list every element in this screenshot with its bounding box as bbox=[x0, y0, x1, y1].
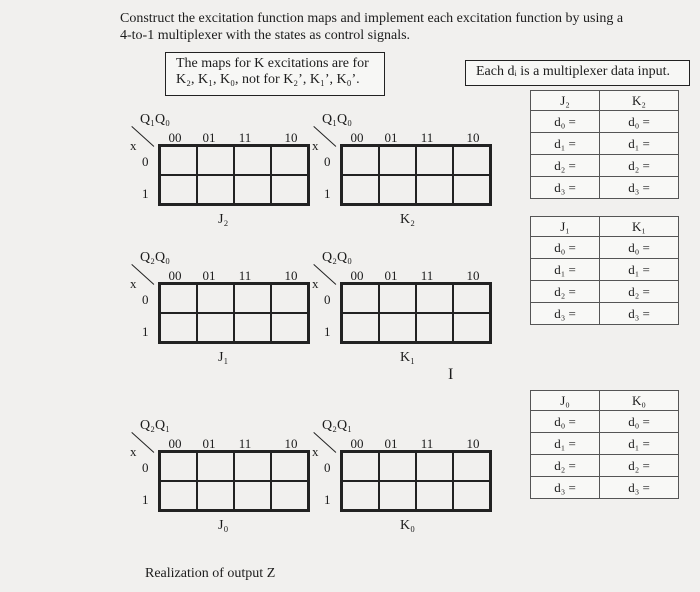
kmap-cell[interactable] bbox=[160, 452, 197, 481]
question-line-2: 4-to-1 multiplexer with the states as control signals. bbox=[120, 28, 411, 43]
mux-input-left[interactable]: d₃ = bbox=[531, 177, 600, 199]
mux-input-right[interactable]: d₁ = bbox=[600, 133, 679, 155]
mux-table-1 bbox=[530, 90, 679, 199]
kmap-col-header: 10 bbox=[466, 268, 480, 283]
kmap-cell[interactable] bbox=[271, 284, 308, 313]
kmap-cell[interactable] bbox=[197, 284, 234, 313]
kmap-cell[interactable] bbox=[234, 481, 271, 510]
kmap-x-label: x bbox=[312, 276, 319, 291]
kmap-col-header: 10 bbox=[284, 268, 298, 283]
kmap-col-header: 11 bbox=[420, 268, 434, 283]
kmap-cell[interactable] bbox=[416, 146, 453, 175]
mux-right-header: K₀ bbox=[600, 391, 679, 411]
mux-table-3 bbox=[530, 390, 679, 499]
kmap-cell[interactable] bbox=[416, 175, 453, 204]
mux-left-header: J₁ bbox=[531, 217, 600, 237]
kmap-row-header: 1 bbox=[324, 186, 331, 201]
kmap-col-header: 11 bbox=[238, 130, 252, 145]
kmap-cell[interactable] bbox=[379, 481, 416, 510]
footer-realization: Realization of output Z bbox=[145, 566, 276, 581]
kmap-cell[interactable] bbox=[379, 175, 416, 204]
mux-table-2 bbox=[530, 216, 679, 325]
kmap-cell[interactable] bbox=[197, 481, 234, 510]
mux-input-left[interactable]: d₀ = bbox=[531, 237, 600, 259]
kmap-row-header: 0 bbox=[324, 154, 331, 169]
kmap-x-label: x bbox=[130, 276, 137, 291]
kmap-cell[interactable] bbox=[234, 175, 271, 204]
mux-input-right[interactable]: d₀ = bbox=[600, 411, 679, 433]
kmap-caption: J₂ bbox=[218, 212, 229, 227]
kmap-cell[interactable] bbox=[271, 313, 308, 342]
kmap-row-header: 1 bbox=[142, 492, 149, 507]
kmap-cell[interactable] bbox=[234, 284, 271, 313]
kmap-cell[interactable] bbox=[453, 481, 490, 510]
kmap-cell[interactable] bbox=[342, 175, 379, 204]
kmap-cell[interactable] bbox=[416, 313, 453, 342]
text-cursor-icon: I bbox=[448, 366, 454, 383]
mux-input-right[interactable]: d₁ = bbox=[600, 433, 679, 455]
kmap-vars-label: Q₁Q₀ bbox=[140, 112, 170, 127]
mux-left-header: J₂ bbox=[531, 91, 600, 111]
mux-input-left[interactable]: d₂ = bbox=[531, 281, 600, 303]
kmap-col-header: 01 bbox=[202, 130, 216, 145]
kmap-cell[interactable] bbox=[160, 146, 197, 175]
kmap-col-header: 00 bbox=[168, 436, 182, 451]
kmap-col-header: 00 bbox=[350, 436, 364, 451]
kmap-caption: J₁ bbox=[218, 350, 229, 365]
mux-input-left[interactable]: d₀ = bbox=[531, 111, 600, 133]
kmap-cell[interactable] bbox=[342, 284, 379, 313]
mux-right-header: K₁ bbox=[600, 217, 679, 237]
kmap-cell[interactable] bbox=[342, 313, 379, 342]
kmap-cell[interactable] bbox=[197, 452, 234, 481]
kmap-cell[interactable] bbox=[379, 146, 416, 175]
mux-left-header: J₀ bbox=[531, 391, 600, 411]
kmap-col-header: 00 bbox=[168, 130, 182, 145]
mux-input-right[interactable]: d₃ = bbox=[600, 303, 679, 325]
mux-input-left[interactable]: d₂ = bbox=[531, 155, 600, 177]
mux-input-right[interactable]: d₃ = bbox=[600, 477, 679, 499]
mux-right-header: K₂ bbox=[600, 91, 679, 111]
kmap-cell[interactable] bbox=[271, 452, 308, 481]
kmap-cell[interactable] bbox=[271, 481, 308, 510]
kmap-cell[interactable] bbox=[379, 313, 416, 342]
mux-input-left[interactable]: d₁ = bbox=[531, 133, 600, 155]
kmap-grid bbox=[158, 144, 310, 206]
kmap-cell[interactable] bbox=[379, 452, 416, 481]
kmap-cell[interactable] bbox=[234, 313, 271, 342]
kmap-cell[interactable] bbox=[453, 452, 490, 481]
kmap-cell[interactable] bbox=[234, 452, 271, 481]
mux-input-right[interactable]: d₂ = bbox=[600, 455, 679, 477]
kmap-col-header: 10 bbox=[466, 436, 480, 451]
kmap-col-header: 00 bbox=[350, 130, 364, 145]
kmap-vars-label: Q₂Q₁ bbox=[322, 418, 352, 433]
mux-input-right[interactable]: d₂ = bbox=[600, 155, 679, 177]
kmap-row-header: 0 bbox=[142, 460, 149, 475]
kmap-col-header: 01 bbox=[384, 130, 398, 145]
kmap-x-label: x bbox=[130, 444, 137, 459]
mux-note: Each dᵢ is a multiplexer data input. bbox=[465, 60, 690, 86]
kmap-grid bbox=[340, 282, 492, 344]
kmap-caption: J₀ bbox=[218, 518, 229, 533]
kmap-col-header: 10 bbox=[466, 130, 480, 145]
kmap-row-header: 0 bbox=[142, 154, 149, 169]
kmap-cell[interactable] bbox=[453, 284, 490, 313]
kmap-col-header: 11 bbox=[420, 130, 434, 145]
mux-input-right[interactable]: d₀ = bbox=[600, 237, 679, 259]
kmap-cell[interactable] bbox=[453, 146, 490, 175]
kmap-cell[interactable] bbox=[453, 313, 490, 342]
kmap-row-header: 1 bbox=[324, 492, 331, 507]
kmap-row-header: 1 bbox=[324, 324, 331, 339]
kmap-col-header: 10 bbox=[284, 436, 298, 451]
kmap-col-header: 10 bbox=[284, 130, 298, 145]
mux-input-right[interactable]: d₃ = bbox=[600, 177, 679, 199]
kmap-cell[interactable] bbox=[271, 146, 308, 175]
mux-input-right[interactable]: d₀ = bbox=[600, 111, 679, 133]
kmap-x-label: x bbox=[130, 138, 137, 153]
kmap-cell[interactable] bbox=[160, 313, 197, 342]
kmap-x-label: x bbox=[312, 444, 319, 459]
kmap-cell[interactable] bbox=[160, 175, 197, 204]
kmap-row-header: 0 bbox=[324, 460, 331, 475]
kmap-cell[interactable] bbox=[453, 175, 490, 204]
k-maps-note-line-2: K₂, K₁, K₀, not for K₂’, K₁’, K₀’. bbox=[176, 72, 360, 87]
mux-input-left[interactable]: d₃ = bbox=[531, 303, 600, 325]
mux-input-left[interactable]: d₂ = bbox=[531, 455, 600, 477]
k-maps-note bbox=[165, 52, 385, 96]
kmap-col-header: 11 bbox=[238, 268, 252, 283]
kmap-vars-label: Q₂Q₁ bbox=[140, 418, 170, 433]
kmap-col-header: 11 bbox=[420, 436, 434, 451]
mux-input-right[interactable]: d₂ = bbox=[600, 281, 679, 303]
kmap-cell[interactable] bbox=[234, 146, 271, 175]
kmap-cell[interactable] bbox=[197, 313, 234, 342]
kmap-col-header: 11 bbox=[238, 436, 252, 451]
kmap-vars-label: Q₂Q₀ bbox=[322, 250, 352, 265]
question-line-1: Construct the excitation function maps and implement each excitation function by using a bbox=[120, 11, 624, 26]
mux-input-right[interactable]: d₁ = bbox=[600, 259, 679, 281]
mux-input-left[interactable]: d₁ = bbox=[531, 259, 600, 281]
kmap-grid bbox=[158, 282, 310, 344]
kmap-cell[interactable] bbox=[271, 175, 308, 204]
kmap-col-header: 01 bbox=[202, 268, 216, 283]
kmap-vars-label: Q₁Q₀ bbox=[322, 112, 352, 127]
kmap-cell[interactable] bbox=[379, 284, 416, 313]
kmap-col-header: 01 bbox=[202, 436, 216, 451]
kmap-cell[interactable] bbox=[342, 481, 379, 510]
kmap-vars-label: Q₂Q₀ bbox=[140, 250, 170, 265]
mux-input-left[interactable]: d₀ = bbox=[531, 411, 600, 433]
kmap-caption: K₀ bbox=[400, 518, 415, 533]
kmap-row-header: 0 bbox=[324, 292, 331, 307]
kmap-row-header: 1 bbox=[142, 186, 149, 201]
kmap-row-header: 1 bbox=[142, 324, 149, 339]
k-maps-note-line-1: The maps for K excitations are for bbox=[176, 56, 369, 71]
kmap-cell[interactable] bbox=[342, 452, 379, 481]
mux-input-left[interactable]: d₃ = bbox=[531, 477, 600, 499]
kmap-caption: K₂ bbox=[400, 212, 415, 227]
kmap-grid bbox=[158, 450, 310, 512]
kmap-cell[interactable] bbox=[197, 146, 234, 175]
kmap-col-header: 00 bbox=[350, 268, 364, 283]
kmap-cell[interactable] bbox=[342, 146, 379, 175]
kmap-cell[interactable] bbox=[160, 284, 197, 313]
mux-input-left[interactable]: d₁ = bbox=[531, 433, 600, 455]
kmap-cell[interactable] bbox=[416, 284, 453, 313]
kmap-row-header: 0 bbox=[142, 292, 149, 307]
kmap-caption: K₁ bbox=[400, 350, 415, 365]
kmap-grid bbox=[340, 144, 492, 206]
kmap-x-label: x bbox=[312, 138, 319, 153]
kmap-cell[interactable] bbox=[160, 481, 197, 510]
kmap-cell[interactable] bbox=[416, 481, 453, 510]
kmap-col-header: 01 bbox=[384, 436, 398, 451]
kmap-col-header: 00 bbox=[168, 268, 182, 283]
kmap-grid bbox=[340, 450, 492, 512]
kmap-cell[interactable] bbox=[197, 175, 234, 204]
kmap-cell[interactable] bbox=[416, 452, 453, 481]
kmap-col-header: 01 bbox=[384, 268, 398, 283]
